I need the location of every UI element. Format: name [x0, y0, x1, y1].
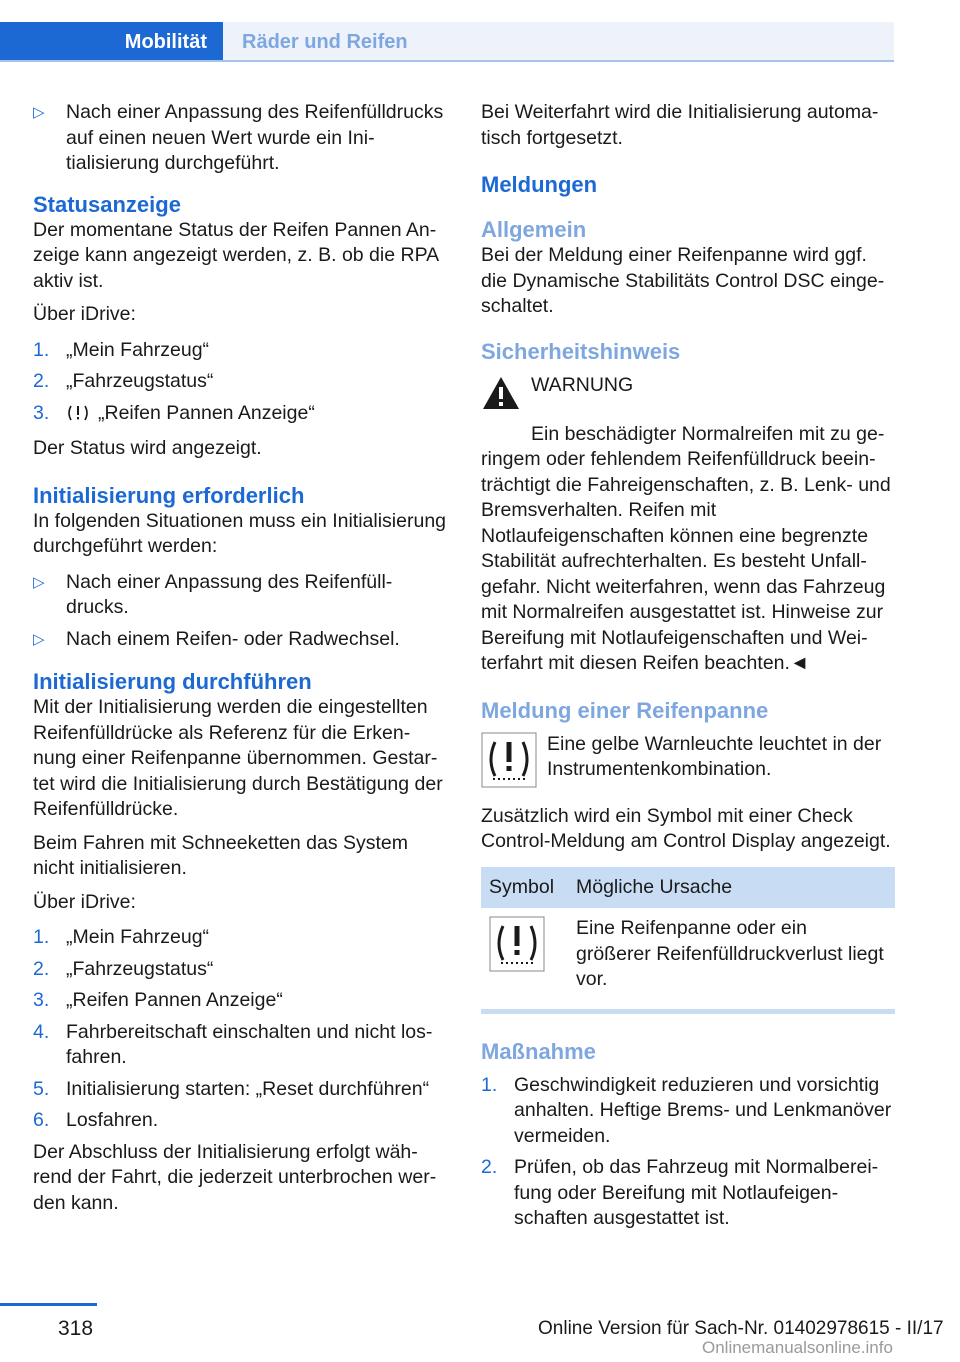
step-text: „Fahrzeugstatus“	[66, 370, 214, 392]
puncture-block	[481, 732, 895, 790]
status-steps	[33, 338, 446, 431]
status-idrive: Über iDrive:	[33, 303, 136, 325]
warning-label: WARNUNG	[531, 373, 634, 396]
warning-triangle-icon	[481, 375, 521, 419]
step-number: 2.	[33, 370, 50, 392]
list-item	[33, 369, 446, 395]
list-item	[33, 1020, 446, 1071]
init-perform-steps	[33, 925, 446, 1134]
safety-heading: Sicherheitshinweis	[481, 338, 681, 364]
tire-pressure-warning-icon	[489, 955, 545, 977]
status-after: Der Status wird angezeigt.	[33, 437, 262, 459]
puncture-heading: Meldung einer Reifenpanne	[481, 697, 769, 723]
list-item	[33, 570, 446, 621]
step-text: Geschwindigkeit reduzieren und vorsichtig anhalten. Heftige Brems- und Lenkmanöver vermeiden.	[514, 1073, 892, 1147]
bullet-text: Nach einer Anpassung des Reifenfülldrucks.	[66, 570, 393, 618]
step-text: „Mein Fahrzeug“	[66, 926, 210, 948]
step-text: Prüfen, ob das Fahrzeug mit Normalbereifung oder Bereifung mit Notlaufeigenschaften ausgestattet ist.	[514, 1156, 879, 1229]
init-perform-text2: Beim Fahren mit Schneeketten das System nicht initialisieren.	[33, 831, 409, 879]
general-text: Bei der Meldung einer Reifenpanne wird ggf. die Dynamische Stabilitäts Control DSC eingeschaltet.	[481, 244, 885, 317]
bullet-text: Nach einem Reifen- oder Radwechsel.	[66, 627, 400, 650]
page-header	[0, 0, 960, 62]
page-number: 318	[58, 1317, 94, 1340]
top-bullet-list	[33, 100, 446, 177]
list-item	[33, 925, 446, 951]
step-number: 2.	[33, 957, 50, 980]
symbol-table	[481, 867, 895, 1005]
triangle-right-icon: ▷	[33, 630, 45, 648]
step-text: „Reifen Pannen Anzeige“	[98, 401, 315, 424]
table-row	[481, 908, 895, 1005]
table-bottom-rule	[481, 1009, 895, 1014]
continue-text: Bei Weiterfahrt wird die Initialisierung automatisch fortgesetzt.	[481, 101, 879, 149]
init-required-heading: Initialisierung erforderlich	[33, 482, 305, 508]
measure-steps	[481, 1073, 895, 1232]
measure-heading: Maßnahme	[481, 1038, 596, 1064]
list-item	[33, 957, 446, 983]
step-number: 4.	[33, 1020, 50, 1043]
init-perform-after: Der Abschluss der Initialisierung erfolgt während der Fahrt, die jederzeit unterbrochen werden kann.	[33, 1140, 437, 1214]
list-item	[33, 1077, 446, 1103]
list-item	[33, 627, 446, 653]
step-number: 3.	[33, 989, 50, 1011]
chapter-tab: Räder und Reifen	[223, 22, 894, 62]
section-tab: Mobilität	[0, 22, 223, 62]
step-text: „Fahrzeugstatus“	[66, 957, 214, 980]
step-number: 2.	[481, 1156, 498, 1178]
step-text: „Mein Fahrzeug“	[66, 338, 210, 361]
step-number: 1.	[33, 926, 50, 948]
footer-divider	[0, 1303, 97, 1306]
cause-cell: Eine Reifenpanne oder ein größerer Reifenfülldruckverlust liegt vor.	[576, 917, 884, 990]
additional-text: Zusätzlich wird ein Symbol mit einer Check Control-Meldung am Control Display angezeigt.	[481, 804, 891, 852]
tire-pressure-warning-icon	[66, 403, 90, 431]
puncture-text: Eine gelbe Warnleuchte leuchtet in der Instrumentenkombination.	[547, 732, 882, 780]
init-perform-idrive: Über iDrive:	[33, 890, 136, 913]
warning-text: Ein beschädigter Normalreifen mit zu geringem oder fehlendem Reifenfülldruck beeinträchtigt die Fahreigenschaften, z. B. Lenk- und Bremsverhalten. Reifen mit Notlaufeigenschaften können eine begrenzte Stabilität aufrechterhalten. Es besteht Unfallgefahr. Nicht weiterfahren, wenn das Fahrzeug mit Normalreifen ausgestattet ist. Hinweise zur Bereifung mit Notlaufeigenschaften und Weiterfahrt mit diesen Reifen beachten.◄	[481, 422, 891, 674]
general-heading: Allgemein	[481, 217, 587, 242]
symbol-cell	[481, 908, 568, 1005]
init-required-text: In folgenden Situationen muss ein Initialisierung durchgeführt werden:	[33, 509, 447, 557]
step-number: 1.	[33, 338, 50, 361]
list-item	[33, 338, 446, 364]
list-item	[481, 1073, 895, 1150]
right-column	[481, 100, 895, 1238]
list-item	[33, 988, 446, 1014]
header-divider	[0, 60, 894, 62]
init-perform-heading: Initialisierung durchführen	[33, 669, 312, 694]
watermark: Onlinemanualsonline.info	[702, 1338, 893, 1357]
messages-heading: Meldungen	[481, 172, 598, 197]
warning-block	[481, 373, 895, 417]
step-number: 1.	[481, 1073, 498, 1096]
step-number: 5.	[33, 1077, 50, 1100]
step-text: „Reifen Pannen Anzeige“	[66, 989, 283, 1011]
bullet-text: Nach einer Anpassung des Reifenfülldrucks auf einen neuen Wert wurde ein Initialisierung durchgeführt.	[66, 101, 444, 174]
status-heading: Statusanzeige	[33, 191, 181, 217]
column-header-symbol: Symbol	[481, 867, 568, 909]
tire-pressure-warning-icon	[481, 732, 537, 796]
table-header-row	[481, 867, 895, 909]
list-item	[33, 100, 446, 177]
list-item	[481, 1155, 895, 1232]
triangle-right-icon: ▷	[33, 104, 45, 121]
init-required-bullets	[33, 570, 446, 653]
list-item	[33, 1108, 446, 1134]
step-number: 3.	[33, 401, 50, 424]
list-item	[33, 401, 446, 431]
step-number: 6.	[33, 1109, 50, 1131]
left-column	[33, 100, 446, 1224]
step-text: Losfahren.	[66, 1109, 159, 1131]
status-text: Der momentane Status der Reifen Pannen Anzeige kann angezeigt werden, z. B. ob die RPA aktiv ist.	[33, 218, 439, 292]
column-header-cause: Mögliche Ursache	[568, 867, 895, 909]
step-text: Fahrbereitschaft einschalten und nicht losfahren.	[66, 1020, 433, 1068]
triangle-right-icon: ▷	[33, 573, 45, 591]
init-perform-text1: Mit der Initialisierung werden die eingestellten Reifenfülldrücke als Referenz für die Erkennung einer Reifenpanne übernommen. Gestartet wird die Initialisierung durch Bestätigung der Reifenfülldrücke.	[33, 696, 443, 820]
step-text: Initialisierung starten: „Reset durchführen“	[66, 1077, 430, 1100]
online-version-note: Online Version für Sach-Nr. 01402978615 - II/17	[538, 1318, 944, 1339]
